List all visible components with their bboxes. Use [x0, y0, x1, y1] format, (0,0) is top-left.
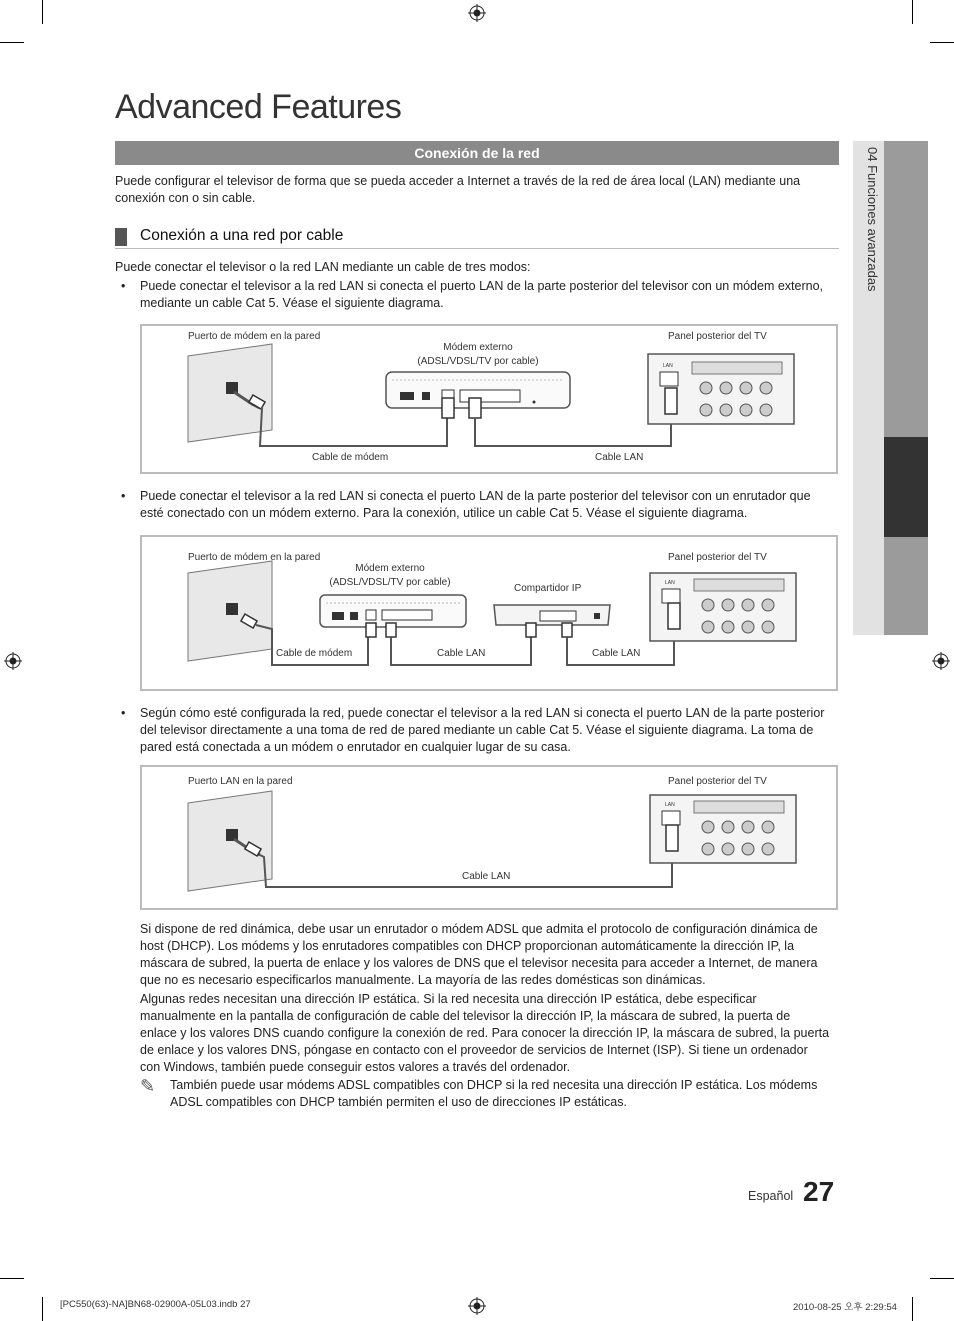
diagram-2-modem-label: Módem externo (ADSL/VDSL/TV por cable) — [329, 563, 451, 588]
diagram-3-cable-lan-label: Cable LAN — [462, 871, 511, 882]
crop-mark — [42, 0, 43, 24]
diagram-2-router-label: Compartidor IP — [514, 583, 582, 594]
note-text: También puede usar módems ADSL compatibles con DHCP si la red necesita una dirección IP estática. Los módems ADSL compatibles con DHCP también permiten el uso de direcciones IP estáticas. — [170, 1078, 818, 1109]
pencil-note-icon: ✎ — [140, 1076, 156, 1096]
heading-marker — [115, 228, 127, 246]
diagram-modem-connection — [140, 324, 838, 474]
sidebar-tab — [884, 537, 928, 635]
tv-lan-port-label: LAN — [665, 802, 675, 808]
bullet-dot: • — [121, 706, 126, 720]
body-paragraph-dhcp: Si dispone de red dinámica, debe usar un enrutador o módem ADSL que admita el protocolo de configuración dinámica de host (DHCP). Los módems y los enrutadores compatibles con DHCP proporcionan automáticamente la dirección IP, la máscara de subred, la puerta de enlace y los valores de DNS que el televisor necesita para acceder a Internet, de manera que no es necesario especificarlos manualmente. La mayoría de las redes domésticas son dinámicas. — [140, 922, 818, 987]
crop-mark — [930, 1278, 954, 1279]
language-label: Español — [748, 1189, 794, 1203]
diagram-3-tv-label: Panel posterior del TV — [668, 776, 767, 787]
diagram-1-wall-label: Puerto de módem en la pared — [188, 331, 321, 342]
page-number: 27 — [803, 1176, 835, 1207]
diagram-1-modem-label: Módem externo (ADSL/VDSL/TV por cable) — [417, 342, 539, 367]
footer-timestamp: 2010-08-25 오후 2:29:54 — [793, 1302, 897, 1313]
diagram-wall-lan-connection — [140, 765, 838, 910]
subsection-heading — [115, 226, 839, 249]
crop-mark — [930, 42, 954, 43]
bullet-item-2: Puede conectar el televisor a la red LAN si conecta el puerto LAN de la parte posterior del televisor con un enrutador que esté conectado con un módem externo. Para la conexión, utilice un cable Cat 5. Véase el siguiente diagrama. — [140, 489, 811, 520]
tv-lan-port-label: LAN — [663, 363, 673, 369]
crop-mark — [0, 42, 24, 43]
diagram-3-graphic — [142, 767, 836, 908]
diagram-router-connection — [140, 535, 838, 691]
registration-mark-icon — [468, 4, 486, 22]
diagram-2-cable-lan-2-label: Cable LAN — [592, 648, 641, 659]
registration-mark-icon — [468, 1297, 486, 1315]
footer-file-info: [PC550(63)-NA]BN68-02900A-05L03.indb 27 — [60, 1299, 251, 1310]
diagram-2-cable-modem-label: Cable de módem — [276, 648, 353, 659]
section-title: Conexión de la red — [115, 141, 839, 165]
diagram-2-wall-label: Puerto de módem en la pared — [188, 552, 321, 563]
crop-mark — [0, 1278, 24, 1279]
page-title: Advanced Features — [115, 88, 402, 126]
sidebar-tab-active — [884, 437, 928, 537]
diagram-1-cable-lan-label: Cable LAN — [595, 452, 644, 463]
subsection-title: Conexión a una red por cable — [140, 227, 344, 244]
sidebar-chapter-label: 04 Funciones avanzadas — [865, 147, 880, 292]
diagram-3-wall-label: Puerto LAN en la pared — [188, 776, 293, 787]
diagram-1-cable-modem-label: Cable de módem — [312, 452, 389, 463]
crop-mark — [42, 1297, 43, 1321]
intro-paragraph: Puede configurar el televisor de forma que se pueda acceder a Internet a través de la red de área local (LAN) mediante una conexión con o sin cable. — [115, 174, 801, 205]
lead-paragraph: Puede conectar el televisor o la red LAN mediante un cable de tres modos: — [115, 260, 531, 274]
tv-lan-port-label: LAN — [665, 580, 675, 586]
bullet-item-3: Según cómo esté configurada la red, puede conectar el televisor a la red LAN si conecta el puerto LAN de la parte posterior del televisor directamente a una toma de red de pared mediante un cable Cat 5. Véase el siguiente diagrama. La toma de pared está conectada a un módem o enrutador en cualquier lugar de su casa. — [140, 706, 825, 754]
bullet-dot: • — [121, 489, 126, 503]
sidebar-tab — [884, 141, 928, 437]
bullet-item-1: Puede conectar el televisor a la red LAN si conecta el puerto LAN de la parte posterior del televisor con un módem externo, mediante un cable Cat 5. Véase el siguiente diagrama. — [140, 279, 824, 310]
bullet-dot: • — [121, 279, 126, 293]
registration-mark-icon — [932, 652, 950, 670]
diagram-2-cable-lan-1-label: Cable LAN — [437, 648, 486, 659]
diagram-2-tv-label: Panel posterior del TV — [668, 552, 767, 563]
crop-mark — [912, 1297, 913, 1321]
crop-mark — [912, 0, 913, 24]
body-paragraph-static-ip: Algunas redes necesitan una dirección IP estática. Si la red necesita una dirección IP estática, debe especificar manualmente en la pantalla de configuración de cable del televisor la dirección IP, la máscara de subred, la puerta de enlace y los valores DNS cuando configure la conexión de red. Para conocer la dirección IP, la máscara de subred, la puerta de enlace y los valores DNS, póngase en contacto con el proveedor de servicios de Internet (ISP). Si tiene un ordenador con Windows, también puede conseguir estos valores a través del ordenador. — [140, 992, 830, 1074]
registration-mark-icon — [4, 652, 22, 670]
diagram-1-tv-label: Panel posterior del TV — [668, 331, 767, 342]
chapter-sidebar — [853, 141, 928, 635]
